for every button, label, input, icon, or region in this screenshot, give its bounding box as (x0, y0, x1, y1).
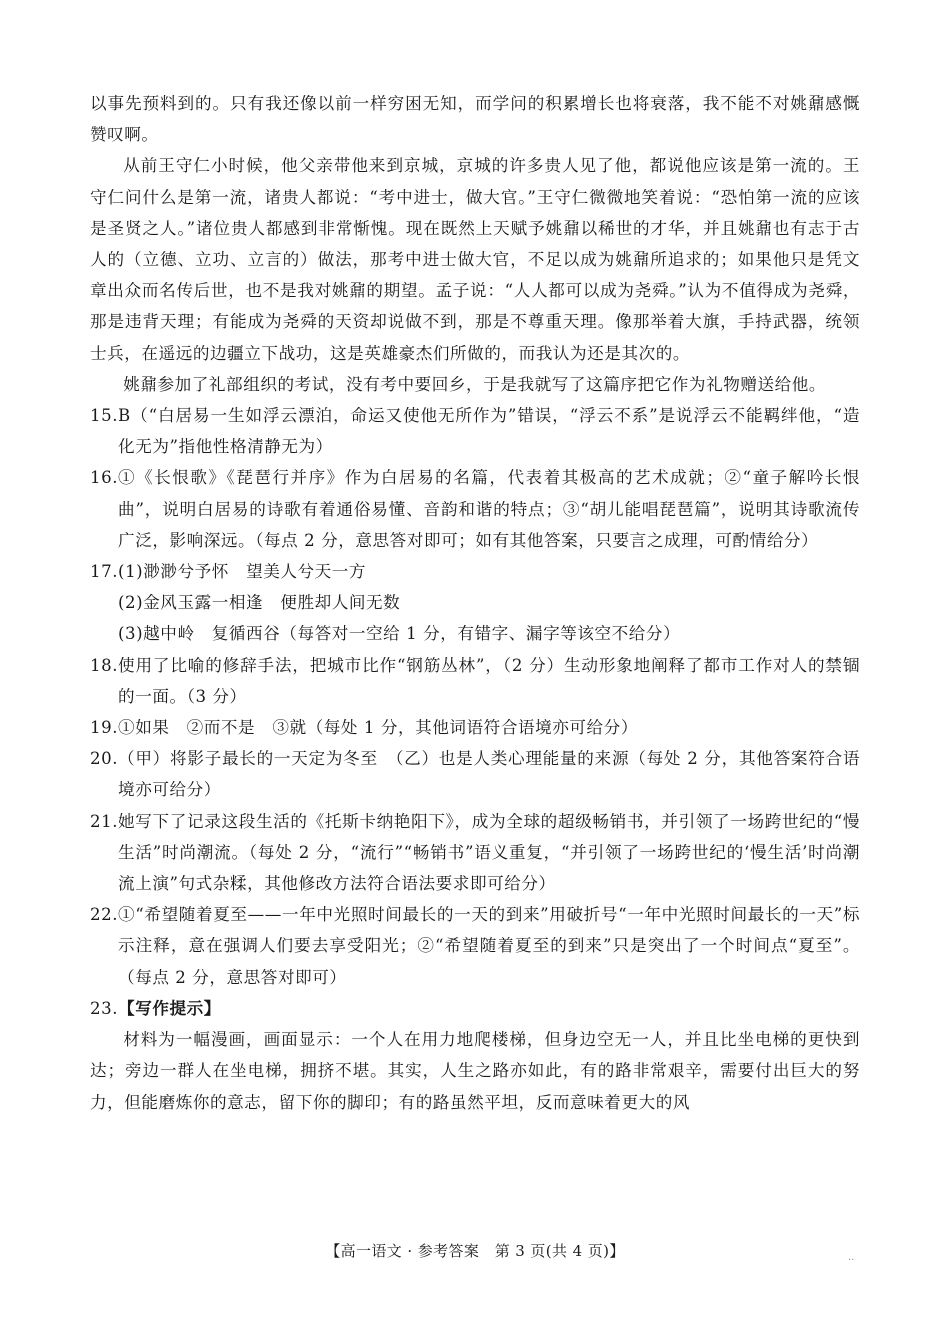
question-number: 21. (90, 811, 119, 831)
writing-tips-text: 材料为一幅漫画，画面显示：一个人在用力地爬楼梯，但身边空无一人，并且比坐电梯的更快到达；旁边一群人在坐电梯，拥挤不堪。其实，人生之路亦如此，有的路非常艰辛，需要付出巨大的努力，但能磨炼你的意志，留下你的脚印；有的路虽然平坦，反而意味着更大的风 (90, 1030, 860, 1112)
question-number: 22. (90, 905, 119, 925)
question-number: 16. (90, 468, 119, 488)
answer-text: （甲）将影子最长的一天定为冬至 （乙）也是人类心理能量的来源（每处 2 分，其他答案符合语境亦可给分） (118, 749, 860, 800)
answer-text: B（“白居易一生如浮云漂泊，命运又使他无所作为”错误，“浮云不系”是说浮云不能羁绊他，“造化无为”指他性格清静无为） (118, 406, 860, 457)
answer-19 (90, 712, 860, 743)
corner-mark: .. (848, 1252, 855, 1263)
answer-text: ①如果 ②而不是 ③就（每处 1 分，其他词语符合语境亦可给分） (118, 718, 638, 738)
answer-20 (90, 743, 860, 805)
answer-text: ①《长恨歌》《琵琶行并序》作为白居易的名篇，代表着其极高的艺术成就；②“童子解吟长恨曲”，说明白居易的诗歌有着通俗易懂、音韵和谐的特点；③“胡儿能唱琵琶篇”，说明其诗歌流传广泛，影响深远。（每点 2 分，意思答对即可；如有其他答案，只要言之成理，可酌情给分） (118, 468, 860, 550)
answer-line: (2)金风玉露一相逢 便胜却人间无数 (118, 593, 401, 613)
answer-line: (1)渺渺兮予怀 望美人兮天一方 (118, 562, 367, 582)
answer-line: (3)越中岭 复循西谷（每答对一空给 1 分，有错字、漏字等该空不给分） (118, 624, 681, 644)
question-number: 15. (90, 406, 119, 426)
answer-text: 使用了比喻的修辞手法，把城市比作“钢筋丛林”，（2 分）生动形象地阐释了都市工作对人的禁锢的一面。（3 分） (118, 655, 860, 706)
answer-15 (90, 400, 860, 462)
answer-23 (90, 993, 860, 1024)
question-number: 23. (90, 998, 119, 1018)
answer-17 (90, 556, 860, 587)
question-number: 18. (90, 655, 119, 675)
page-footer: 【高一语文 · 参考答案 第 3 页(共 4 页)】 (325, 1242, 625, 1260)
writing-tips-heading: 【写作提示】 (118, 998, 221, 1018)
answer-21 (90, 806, 860, 900)
document-body (90, 88, 860, 1118)
answer-text: ①“希望随着夏至——一年中光照时间最长的一天的到来”用破折号“一年中光照时间最长的一天”标示注释，意在强调人们要去享受阳光；②“希望随着夏至的到来”只是突出了一个时间点“夏至”。（每点 2 分，意思答对即可） (118, 905, 860, 987)
question-number: 20. (90, 749, 119, 769)
answer-text: 她写下了记录这段生活的《托斯卡纳艳阳下》，成为全球的超级畅销书，并引领了一场跨世纪的“慢生活”时尚潮流。（每处 2 分，“流行”“畅销书”语义重复，“并引领了一场跨世纪的‘慢生活’时尚潮流上演”句式杂糅，其他修改方法符合语法要求即可给分） (118, 811, 860, 894)
question-number: 19. (90, 718, 119, 738)
paragraph: 从前王守仁小时候，他父亲带他来到京城，京城的许多贵人见了他，都说他应该是第一流的。王守仁问什么是第一流，诸贵人都说：“考中进士，做大官。”王守仁微微地笑着说：“恐怕第一流的应该是圣贤之人。”诸位贵人都感到非常惭愧。现在既然上天赋予姚鼐以稀世的才华，并且姚鼐也有志于古人的（立德、立功、立言的）做法，那考中进士做大官，不足以成为姚鼐所追求的；如果他只是凭文章出众而名传后世，也不是我对姚鼐的期望。孟子说：“人人都可以成为尧舜。”认为不值得成为尧舜，那是违背天理；有能成为尧舜的天资却说做不到，那是不尊重天理。像那举着大旗，手持武器，统领士兵，在遥远的边疆立下战功，这是英雄豪杰们所做的，而我认为还是其次的。 (90, 156, 860, 363)
question-number: 17. (90, 562, 119, 582)
paragraph: 以事先预料到的。只有我还像以前一样穷困无知，而学问的积累增长也将衰落，我不能不对姚鼐感慨赞叹啊。 (90, 94, 860, 145)
paragraph: 姚鼐参加了礼部组织的考试，没有考中要回乡，于是我就写了这篇序把它作为礼物赠送给他。 (123, 374, 827, 394)
answer-18 (90, 650, 860, 712)
answer-16 (90, 462, 860, 556)
answer-22 (90, 899, 860, 993)
